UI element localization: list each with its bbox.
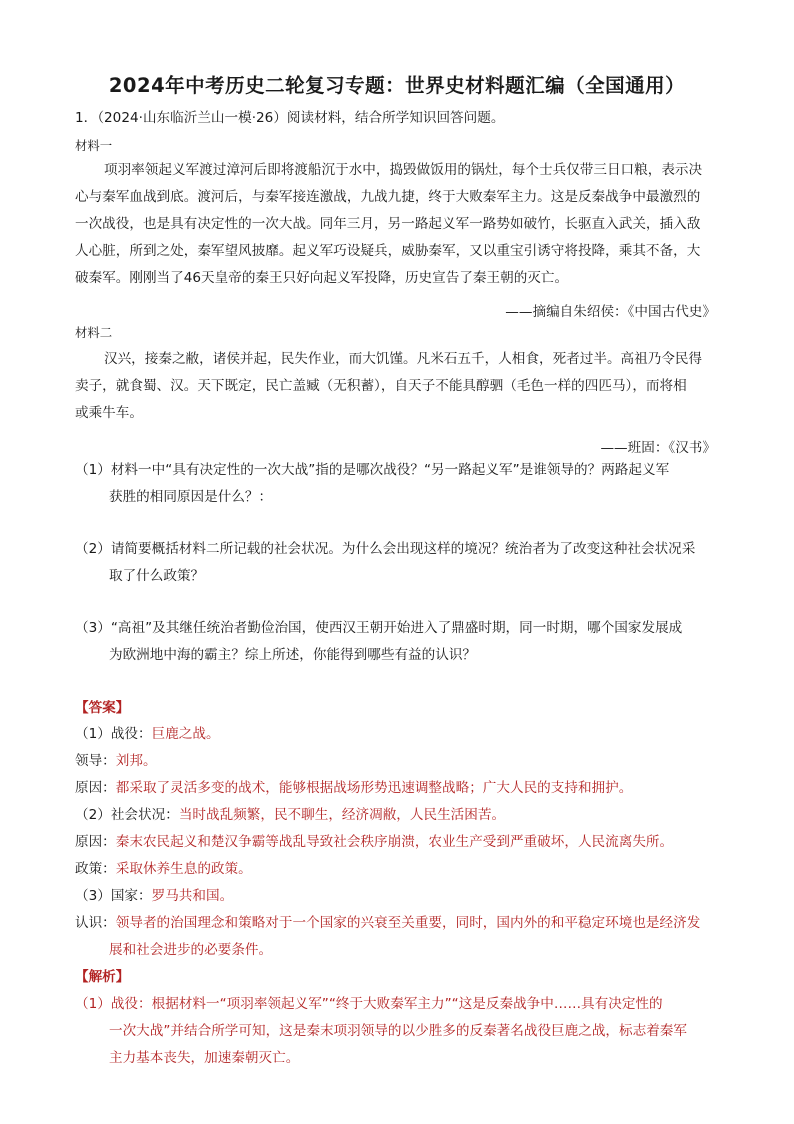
material2-line: 汉兴，接秦之敝，诸侯并起，民失作业，而大饥馑。凡米石五千，人相食，死者过半。高祖乃令民得 xyxy=(104,351,703,367)
sub-question-1-cont: 获胜的相同原因是什么？： xyxy=(109,489,273,505)
analysis-line: 一次大战”并结合所学可知，这是秦末项羽领导的以少胜多的反秦著名战役巨鹿之战，标志着秦军 xyxy=(109,1023,687,1039)
sub-question-2-cont: 取了什么政策？ xyxy=(109,568,205,584)
material2-label: 材料二 xyxy=(75,325,113,340)
material1-line: 破秦军。刚刚当了46天皇帝的秦王只好向起义军投降，历史宣告了秦王朝的灭亡。 xyxy=(75,270,569,286)
material1-label: 材料一 xyxy=(75,138,113,153)
sub-question-1: （1）材料一中“具有决定性的一次大战”指的是哪次战役？“另一路起义军”是谁领导的？两路起义军 xyxy=(75,462,670,478)
material1-source: ——摘编自朱绍侯：《中国古代史》 xyxy=(505,304,716,320)
answer-item: 认识：领导者的治国理念和策略对于一个国家的兴衰至关重要，同时，国内外的和平稳定环境也是经济发 xyxy=(75,915,701,931)
material1-line: 心与秦军血战到底。渡河后，与秦军接连激战，九战九捷，终于大败秦军主力。这是反秦战争中最激烈的 xyxy=(75,189,701,205)
material2-line: 或乘牛车。 xyxy=(75,405,143,421)
answer-item: （3）国家：罗马共和国。 xyxy=(75,888,234,904)
question-intro: 1．（2024·山东临沂兰山一模·26）阅读材料，结合所学知识回答问题。 xyxy=(75,110,505,126)
answer-item: （2）社会状况：当时战乱频繁，民不聊生，经济凋敝，人民生活困苦。 xyxy=(75,807,506,823)
document-title: 2024年中考历史二轮复习专题：世界史材料题汇编（全国通用） xyxy=(108,74,686,97)
analysis-line: （1）战役：根据材料一“项羽率领起义军”“终于大败秦军主力”“这是反秦战争中……具有决定性的 xyxy=(75,996,663,1012)
answer-header: 【答案】 xyxy=(75,700,130,716)
material2-source: ——班固：《汉书》 xyxy=(600,440,716,456)
sub-question-3-cont: 为欧洲地中海的霸主？综上所述，你能得到哪些有益的认识？ xyxy=(109,647,477,663)
material1-line: 项羽率领起义军渡过漳河后即将渡船沉于水中，捣毁做饭用的锅灶，每个士兵仅带三日口粮，表示决 xyxy=(104,162,703,178)
sub-question-2: （2）请简要概括材料二所记载的社会状况。为什么会出现这样的境况？统治者为了改变这种社会状况采 xyxy=(75,541,696,557)
answer-item-cont: 展和社会进步的必要条件。 xyxy=(109,942,273,958)
answer-item: 领导：刘邦。 xyxy=(75,753,157,769)
material1-line: 一次战役，也是具有决定性的一次大战。同年三月，另一路起义军一路势如破竹，长驱直入武关，插入敌 xyxy=(75,216,701,232)
answer-item: 原因：秦末农民起义和楚汉争霸等战乱导致社会秩序崩溃，农业生产受到严重破坏，人民流离失所。 xyxy=(75,834,674,850)
analysis-line: 主力基本丧失，加速秦朝灭亡。 xyxy=(109,1050,300,1066)
answer-item: 政策：采取休养生息的政策。 xyxy=(75,861,252,877)
analysis-header: 【解析】 xyxy=(75,969,130,985)
answer-item: （1）战役：巨鹿之战。 xyxy=(75,726,220,742)
sub-question-3: （3）“高祖”及其继任统治者勤俭治国，使西汉王朝开始进入了鼎盛时期，同一时期，哪个国家发展成 xyxy=(75,620,683,636)
material2-line: 卖子，就食蜀、汉。天下既定，民亡盖臧（无积蓄），自天子不能具醇驷（毛色一样的四匹马），而将相 xyxy=(75,378,687,394)
material1-line: 人心脏，所到之处，秦军望风披靡。起义军巧设疑兵，威胁秦军，又以重宝引诱守将投降，乘其不备，大 xyxy=(75,243,701,259)
answer-item: 原因：都采取了灵活多变的战术，能够根据战场形势迅速调整战略；广大人民的支持和拥护。 xyxy=(75,780,633,796)
